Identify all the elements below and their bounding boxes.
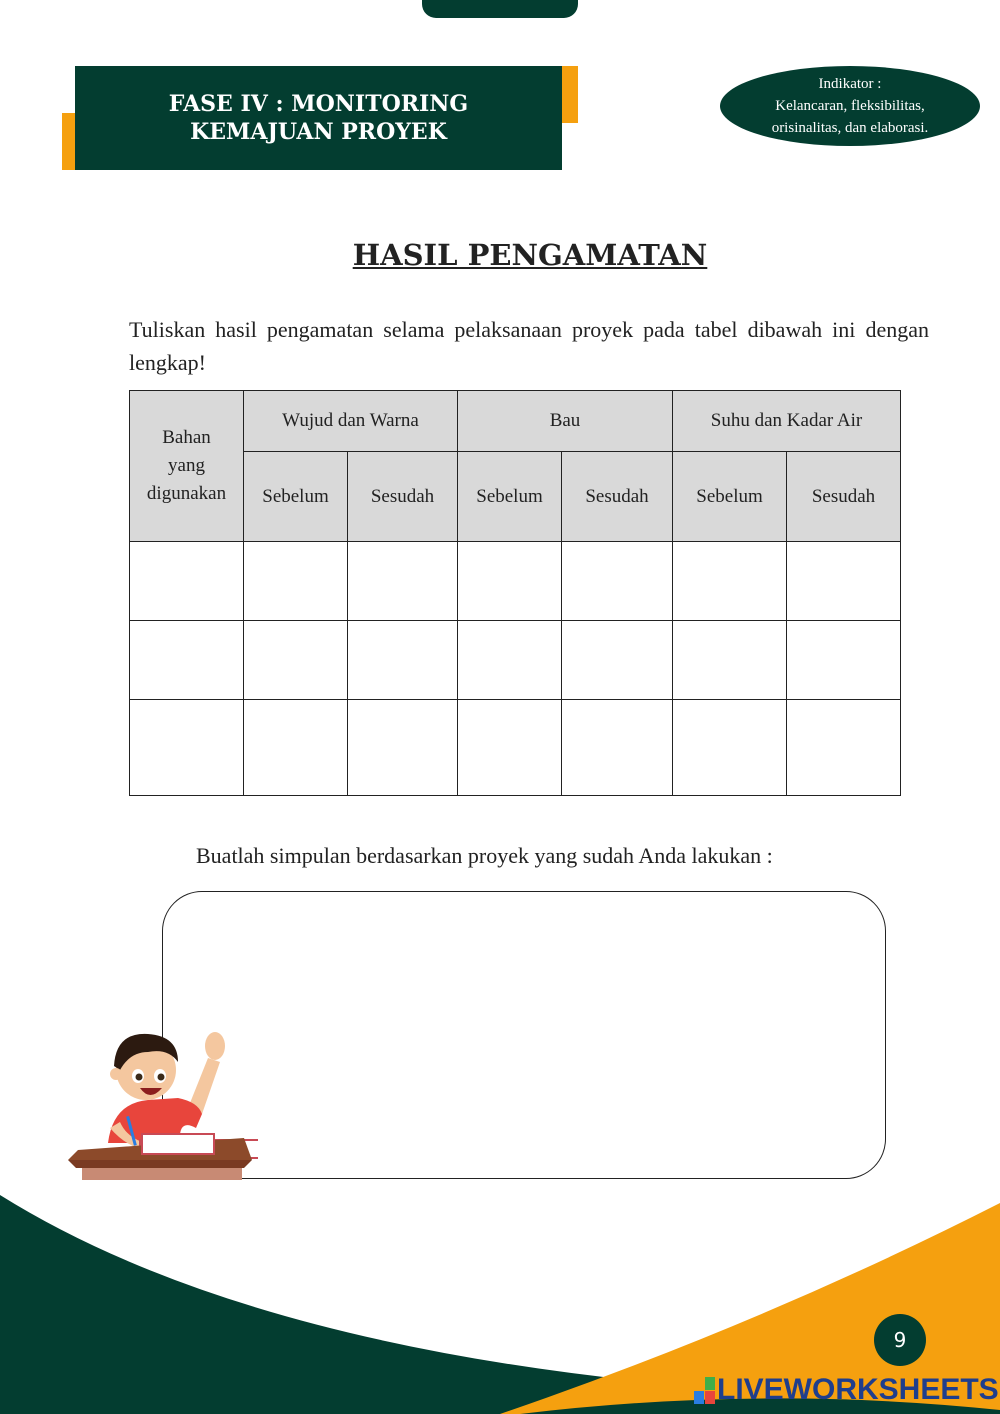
input-cell[interactable]: [130, 542, 244, 621]
instruction-text: Tuliskan hasil pengamatan selama pelaksanaan proyek pada tabel dibawah ini dengan lengkap!: [129, 317, 929, 375]
indicator-line1: Kelancaran, fleksibilitas,: [775, 98, 925, 114]
indicator-label: Indikator :: [818, 76, 882, 92]
observation-table: [129, 390, 901, 796]
input-cell[interactable]: [787, 700, 901, 796]
brand-squares-icon: [694, 1377, 714, 1403]
subheader-sesudah: Sesudah: [787, 452, 901, 542]
input-cell[interactable]: [673, 621, 787, 700]
header-bahan: Bahan yang digunakan: [130, 391, 244, 542]
brand-name: LIVEWORKSHEETS: [717, 1373, 999, 1406]
input-cell[interactable]: [673, 700, 787, 796]
input-cell[interactable]: [562, 542, 673, 621]
table-row: [130, 621, 901, 700]
conclusion-answer-box[interactable]: [162, 891, 886, 1179]
indicator-line2: orisinalitas, dan elaborasi.: [771, 120, 929, 136]
student-illustration: [68, 1018, 258, 1183]
phase-title-banner: [75, 66, 562, 170]
table-row: [130, 542, 901, 621]
indicator-badge: [720, 66, 980, 146]
input-cell[interactable]: [348, 542, 458, 621]
subheader-sebelum: Sebelum: [673, 452, 787, 542]
subheader-sebelum: Sebelum: [244, 452, 348, 542]
input-cell[interactable]: [562, 621, 673, 700]
header-bau: Bau: [458, 391, 673, 452]
input-cell[interactable]: [562, 700, 673, 796]
input-cell[interactable]: [130, 700, 244, 796]
input-cell[interactable]: [458, 700, 562, 796]
conclusion-prompt: Buatlah simpulan berdasarkan proyek yang sudah Anda lakukan :: [196, 843, 773, 868]
input-cell[interactable]: [244, 700, 348, 796]
input-cell[interactable]: [244, 621, 348, 700]
input-cell[interactable]: [244, 542, 348, 621]
top-tab-decoration: [422, 0, 578, 18]
page-heading: HASIL PENGAMATAN: [352, 238, 708, 272]
input-cell[interactable]: [787, 542, 901, 621]
input-cell[interactable]: [673, 542, 787, 621]
input-cell[interactable]: [458, 621, 562, 700]
phase-title-line2: KEMAJUAN PROYEK: [190, 119, 447, 145]
page-number: 9: [874, 1314, 926, 1366]
subheader-sebelum: Sebelum: [458, 452, 562, 542]
phase-title-line1: FASE IV : MONITORING: [168, 91, 469, 117]
header-suhu-kadar-air: Suhu dan Kadar Air: [673, 391, 901, 452]
subheader-sesudah: Sesudah: [348, 452, 458, 542]
input-cell[interactable]: [130, 621, 244, 700]
input-cell[interactable]: [348, 621, 458, 700]
subheader-sesudah: Sesudah: [562, 452, 673, 542]
input-cell[interactable]: [348, 700, 458, 796]
orange-accent-right: [562, 66, 578, 123]
table-row: [130, 700, 901, 796]
brand-logo: [694, 1373, 999, 1407]
header-wujud-warna: Wujud dan Warna: [244, 391, 458, 452]
input-cell[interactable]: [458, 542, 562, 621]
input-cell[interactable]: [787, 621, 901, 700]
